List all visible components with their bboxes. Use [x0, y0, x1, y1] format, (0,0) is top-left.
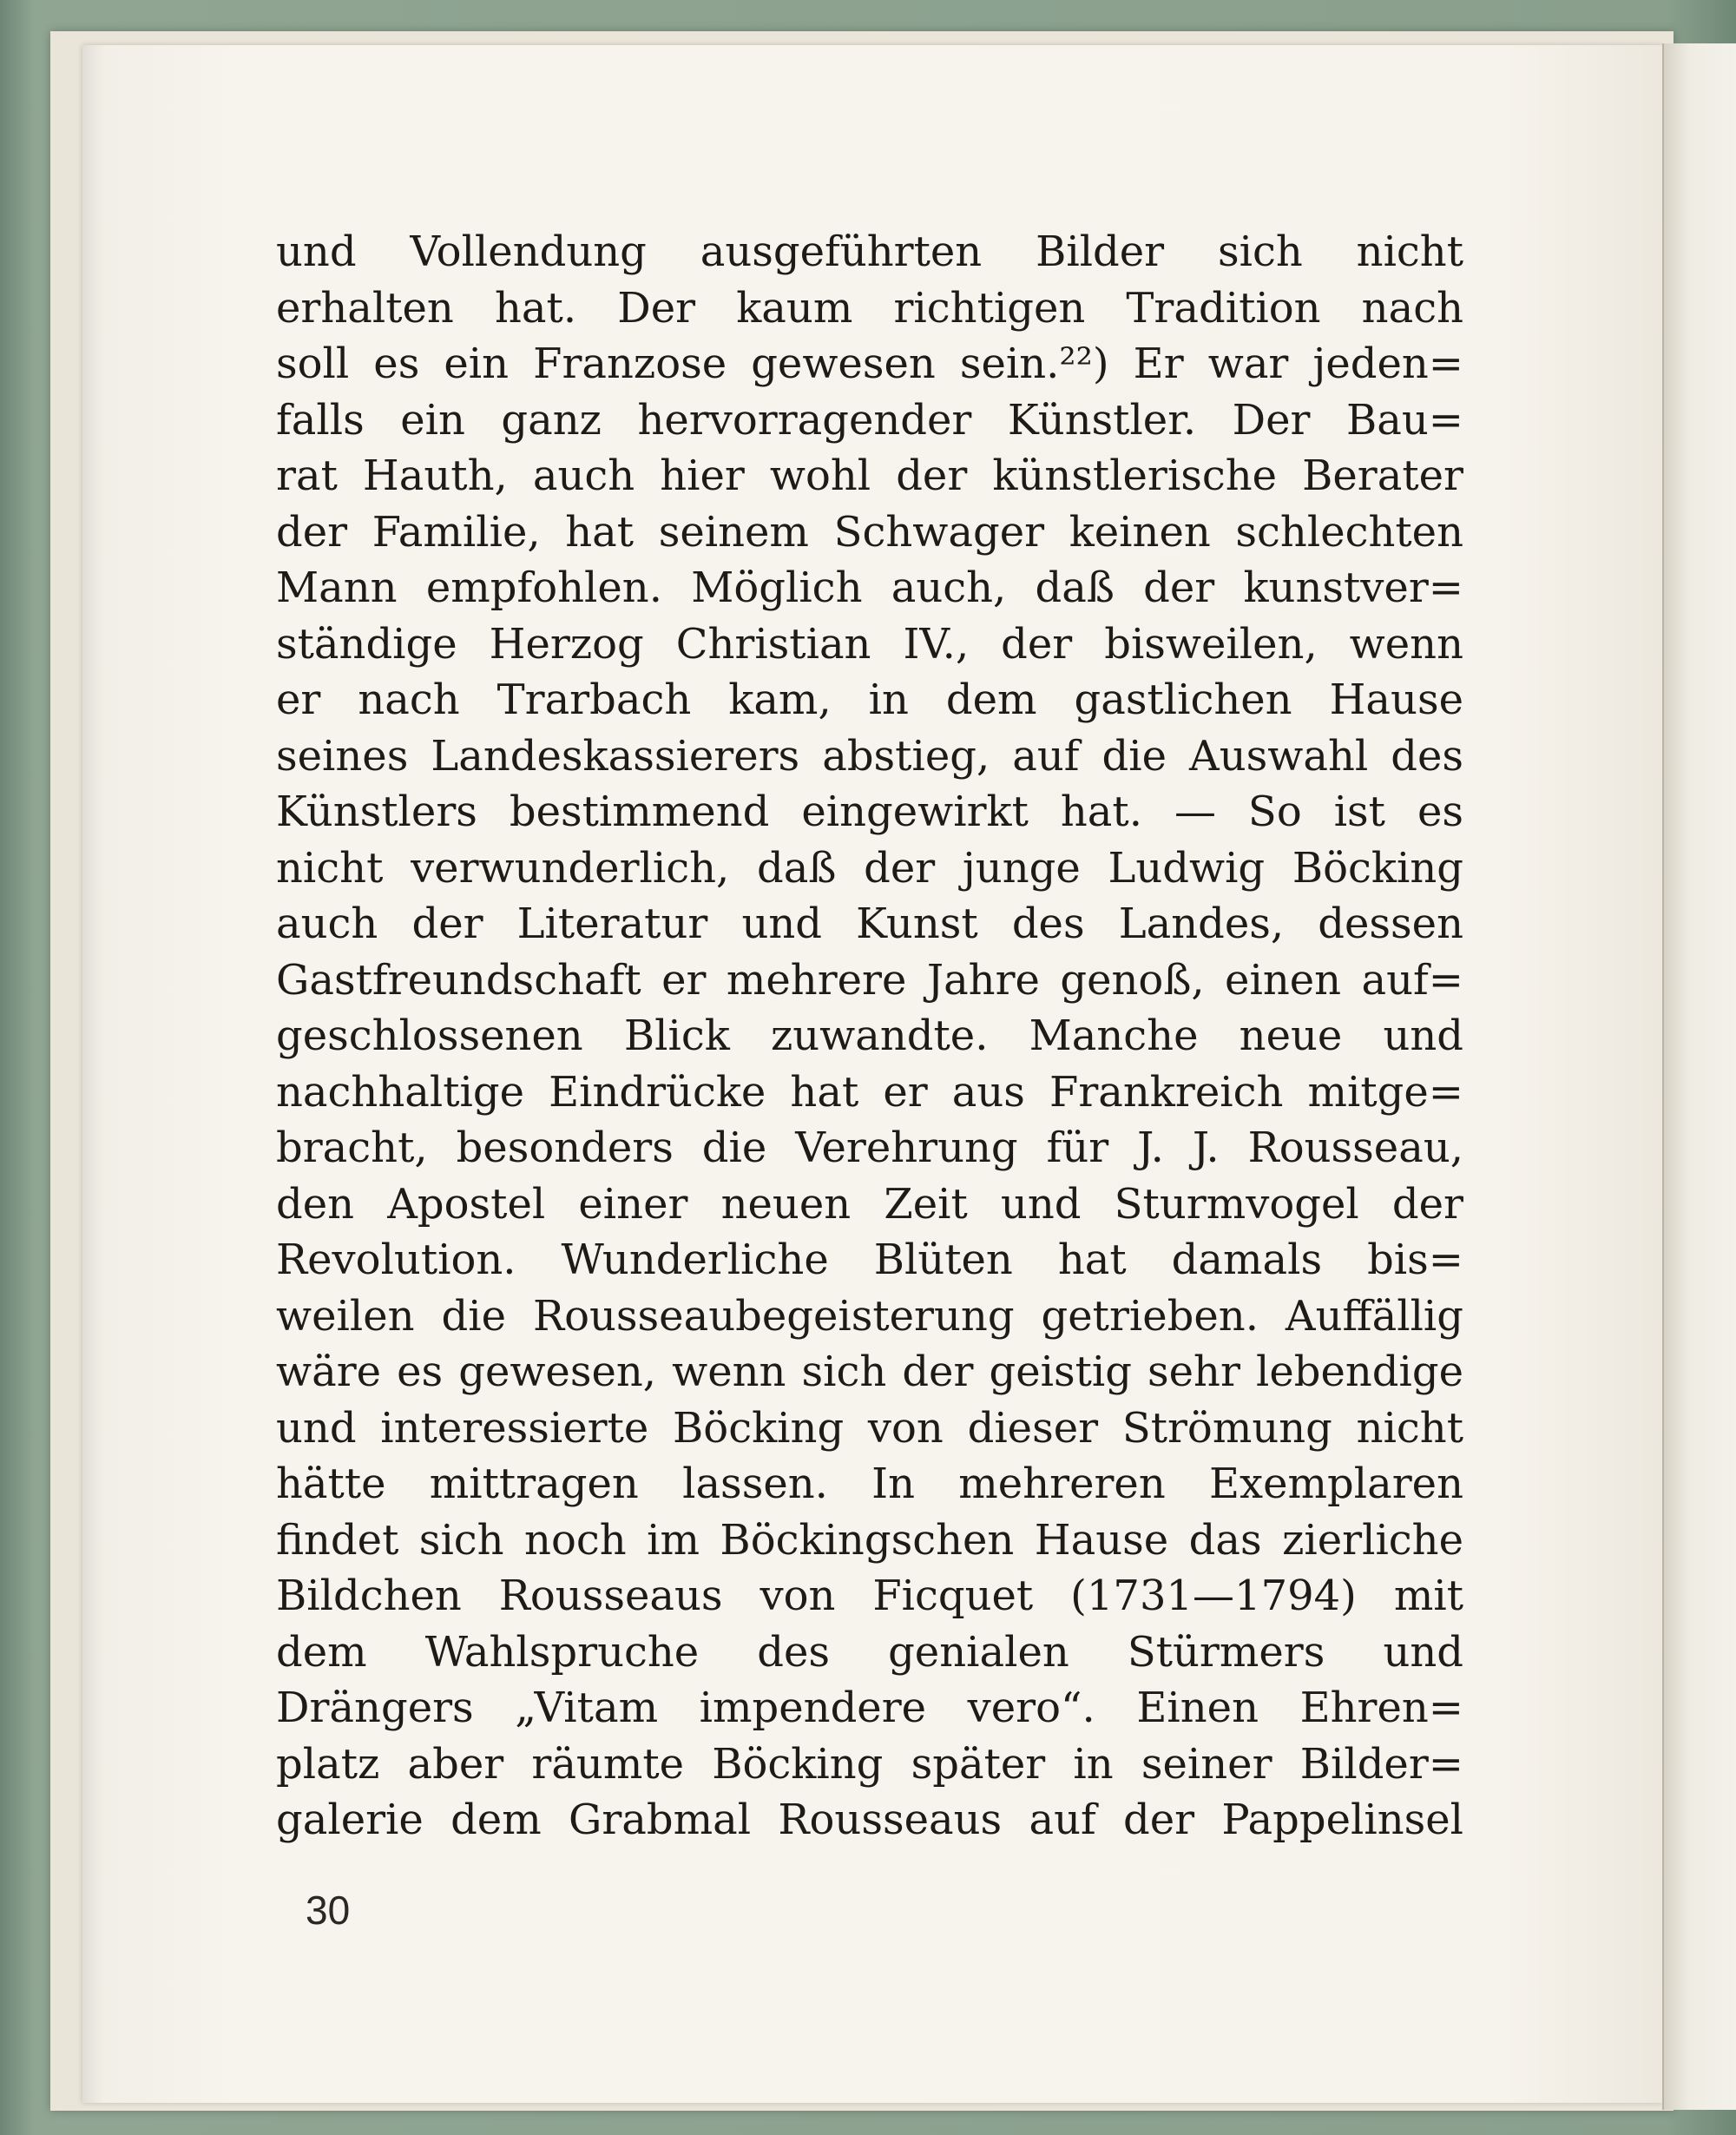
text-line: Gastfreundschaft er mehrere Jahre genoß, einen auf=: [276, 955, 1463, 1005]
text-line: den Apostel einer neuen Zeit und Sturmvogel der: [276, 1179, 1463, 1229]
text-line: hätte mittragen lassen. In mehreren Exemplaren: [276, 1460, 1463, 1508]
text-line: erhalten hat. Der kaum richtigen Tradition nach: [276, 283, 1463, 333]
text-line: wäre es gewesen, wenn sich der geistig sehr lebendige: [276, 1348, 1463, 1396]
text-line: falls ein ganz hervorragender Künstler. Der Bau=: [276, 395, 1463, 445]
text-line: nicht verwunderlich, daß der junge Ludwig Böcking: [276, 843, 1463, 893]
text-line: und Vollendung ausgeführten Bilder sich nicht: [276, 227, 1463, 276]
body-text: [276, 224, 1463, 1848]
text-line: Bildchen Rousseaus von Ficquet (1731—1794) mit: [276, 1572, 1463, 1620]
text-line: Drängers „Vitam impendere vero“. Einen Ehren=: [276, 1684, 1463, 1732]
text-line: auch der Literatur und Kunst des Landes, dessen: [276, 899, 1463, 948]
text-line: seines Landeskassierers abstieg, auf die Auswahl des: [276, 731, 1463, 781]
text-line: nachhaltige Eindrücke hat er aus Frankreich mitge=: [276, 1067, 1463, 1117]
text-line: Mann empfohlen. Möglich auch, daß der kunstver=: [276, 563, 1463, 612]
text-line: und interessierte Böcking von dieser Strömung nicht: [276, 1403, 1463, 1453]
text-line: geschlossenen Blick zuwandte. Manche neue und: [276, 1011, 1463, 1060]
text-line: platz aber räumte Böcking später in seiner Bilder=: [276, 1739, 1463, 1789]
page-number: 30: [306, 1888, 351, 1933]
text-line: der Familie, hat seinem Schwager keinen schlechten: [276, 507, 1463, 557]
text-line: soll es ein Franzose gewesen sein.²²) Er war jeden=: [276, 339, 1463, 388]
text-line: weilen die Rousseaubegeisterung getrieben. Auffällig: [276, 1291, 1463, 1341]
facing-page-edge: [1662, 43, 1736, 2110]
text-line: Künstlers bestimmend eingewirkt hat. — So ist es: [276, 787, 1463, 836]
text-line: ständige Herzog Christian IV., der bisweilen, wenn: [276, 619, 1463, 669]
text-line: er nach Trarbach kam, in dem gastlichen Hause: [276, 675, 1463, 724]
text-line: Revolution. Wunderliche Blüten hat damals bis=: [276, 1236, 1463, 1284]
text-line: rat Hauth, auch hier wohl der künstlerische Berater: [276, 451, 1463, 500]
text-line: findet sich noch im Böckingschen Hause das zierliche: [276, 1515, 1463, 1565]
text-line: dem Wahlspruche des genialen Stürmers und: [276, 1627, 1463, 1677]
text-line: galerie dem Grabmal Rousseaus auf der Pappelinsel: [276, 1796, 1463, 1844]
text-line: bracht, besonders die Verehrung für J. J. Rousseau,: [276, 1124, 1463, 1172]
